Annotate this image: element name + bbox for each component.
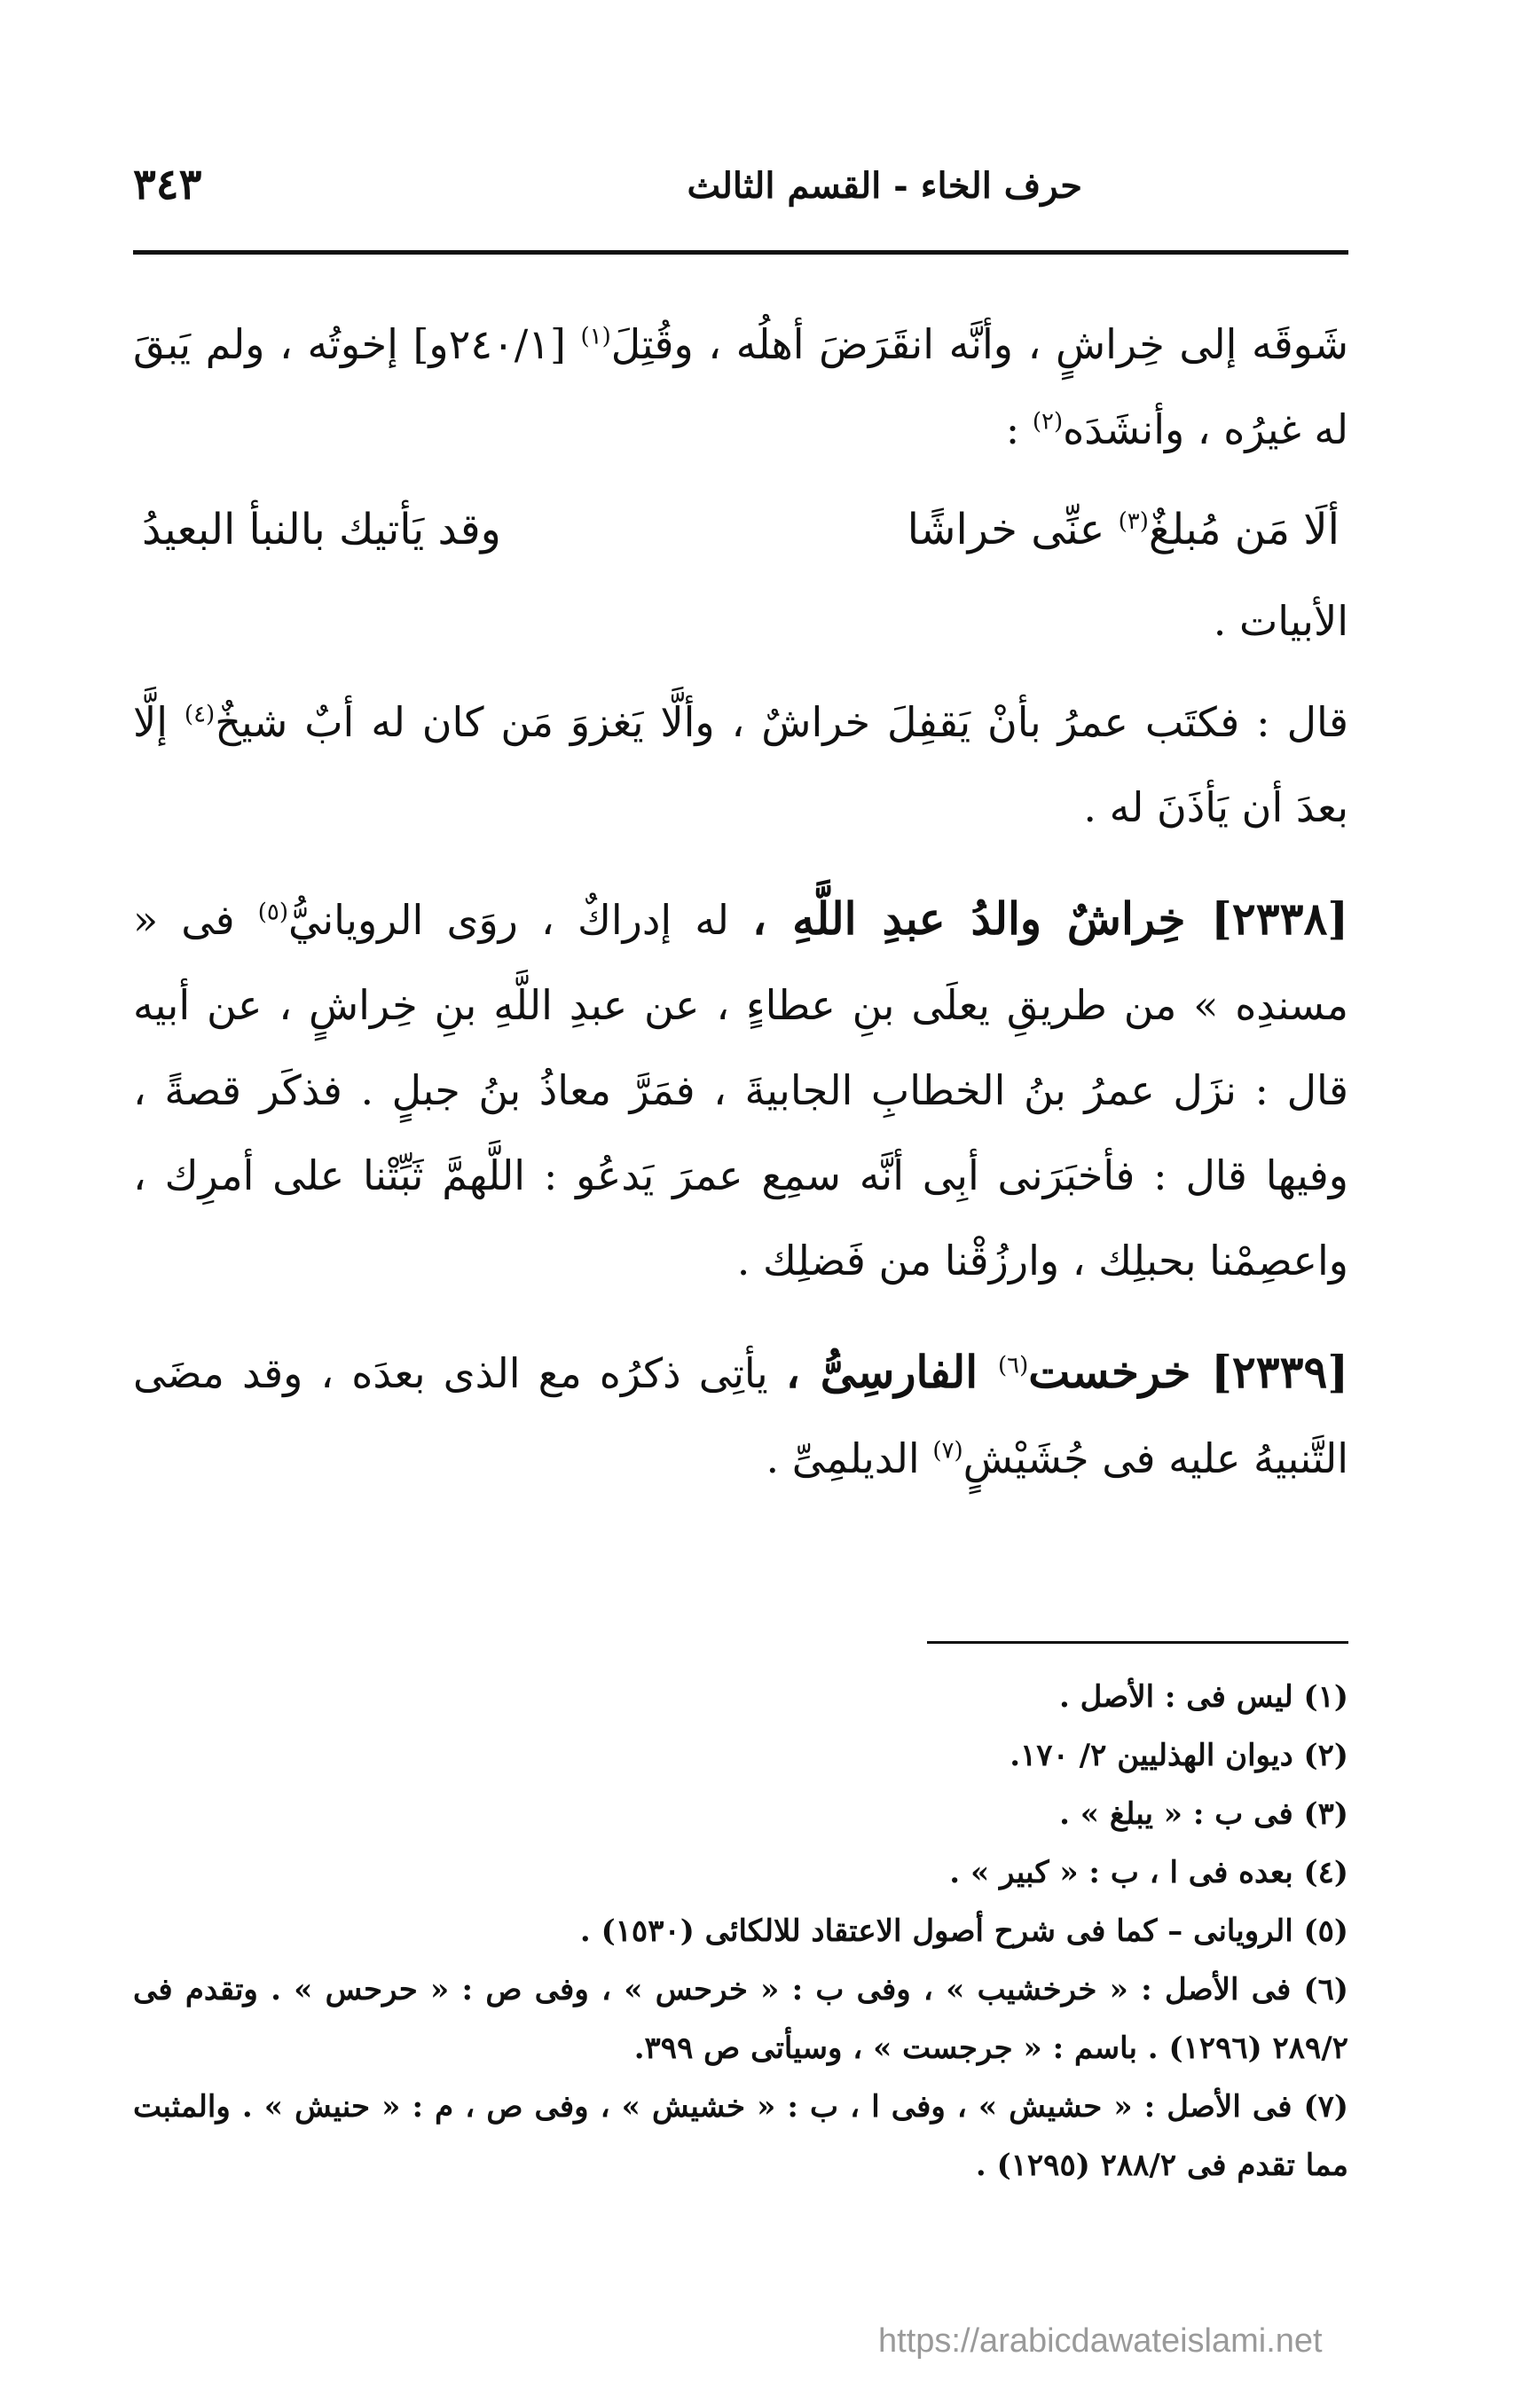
footnote-ref-6: (٦) [998,1352,1029,1379]
text-segment: شَوقَه إلى خِراشٍ ، وأنَّه انقَرَضَ أهلُه ، وقُتِلَ [610,320,1348,368]
text-segment: فى « مسندِه » من طريقِ يعلَى بنِ عطاءٍ ، عن عبدِ اللَّهِ بنِ خِراشٍ ، عن أبيه قال : نزَل عمرُ بنُ الخطابِ الجابيةَ ، فمَرَّ معاذُ بنُ جبلٍ . فذكَر قصةً ، وفيها قال : فأخبَرَنى أبِى أنَّه سمِع عمرَ يَدعُو : اللَّهمَّ ثَبِّتْنا على أمرِك ، واعصِمْنا بحبلِك ، وارزُقْنا من فَضلِك . [133,896,1348,1284]
footnote: (٢) ديوان الهذليين ٢/ ١٧٠. [1010,1738,1348,1773]
footnote-ref-1: (١) [580,323,611,350]
footnote-ref-7: (٧) [932,1437,963,1465]
poem-first-hemistich [908,481,1340,578]
footnote: (٤) بعده فى ا ، ب : « كبير » . [949,1855,1348,1890]
main-text [133,302,1348,1501]
watermark-url: https://arabicdawateislami.net [878,2322,1323,2360]
page-header [133,160,1348,231]
footnote: (٥) الرويانى – كما فى شرح أصول الاعتقاد للالكائى (١٥٣٠) . [579,1913,1348,1949]
entry-2339 [133,1330,1348,1501]
text-segment: إلَّا بعدَ أن يَأذَنَ له . [133,698,1348,831]
running-title: حرف الخاء - القسم الثالث [687,165,1082,207]
footnote: (٦) فى الأصل : « خرخشيب » ، وفى ب : « خرحس » ، وفى ص : « حرحس » . وتقدم فى ٢٨٩/٢ (١٢٩٦) . باسم : « جرجست » ، وسيأتى ص ٣٩٩. [133,1972,1348,2066]
footnote-ref-2: (٢) [1032,408,1064,436]
text-segment: ألَا مَن مُبلغٌ [1148,505,1340,554]
abyat-line: الأبيات . [1213,597,1348,645]
footnote: (٧) فى الأصل : « حشيش » ، وفى ا ، ب : « خشيش » ، وفى ص ، م : « حنيش » . والمثبت مما تقدم فى ٢٨٨/٢ (١٢٩٥) . [133,2089,1348,2183]
footnote-ref-4: (٤) [184,701,216,728]
poem-verse [133,481,1348,578]
paragraph-intro [133,302,1348,472]
entry-heading: [٢٣٣٩] خرخست [1028,1346,1348,1398]
footnote: (٣) فى ب : « يبلغ » . [1059,1796,1348,1832]
text-segment: [٢٤٠/١و] إخوتُه ، ولم يَبقَ له غيرُه ، وأنشَدَه [133,320,1348,453]
text-segment: الديلمِىِّ . [766,1434,933,1482]
footnotes [133,1668,1348,2195]
footnote: (١) ليس فى : الأصل . [1058,1679,1348,1715]
poem-second-hemistich: وقد يَأتيك بالنبأ البعيدُ [142,505,501,554]
text-segment: عنِّى خراشًا [907,505,1119,554]
page-number: ٣٤٣ [133,160,202,209]
text-segment: له إدراكٌ ، روَى الرويانيُّ [287,896,753,944]
text-segment: يأتِى ذكرُه مع الذى بعدَه ، وقد مضَى التَّنبيهُ عليه فى جُشَيْشٍ [133,1349,1348,1482]
paragraph-qala [133,680,1348,850]
entry-2338 [133,876,1348,1303]
footnote-ref-5: (٥) [257,899,288,926]
entry-heading: [٢٣٣٨] خِراشٌ والدُ عبدِ اللَّهِ ، [752,892,1348,945]
footnote-rule [927,1641,1348,1644]
text-segment: قال : فكتَب عمرُ بأنْ يَقفِلَ خراشٌ ، وألَّا يَغزوَ مَن كان له أبٌ شيخٌ [215,698,1349,746]
text-segment: : [1005,405,1033,453]
header-rule [133,250,1348,255]
footnote-ref-3: (٣) [1118,508,1149,535]
entry-heading-suffix: الفارسِىُّ ، [785,1346,998,1398]
